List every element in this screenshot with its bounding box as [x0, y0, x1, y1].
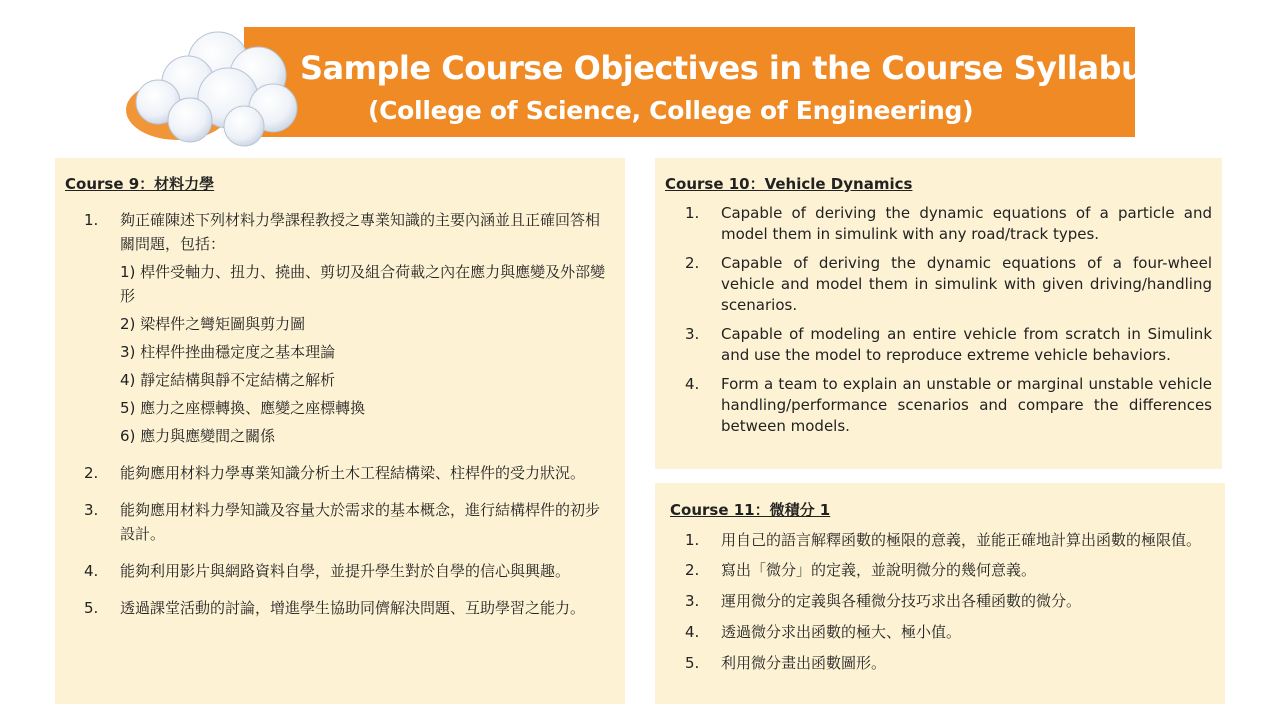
objective-item [84, 559, 608, 583]
item-text: 透過微分求出函數的極大、極小值。 [721, 623, 962, 641]
item-number: 1. [84, 211, 99, 229]
objective-item [685, 374, 1212, 437]
sub-item: 3) 柱桿件挫曲穩定度之基本理論 [120, 343, 336, 361]
course-9-panel [55, 158, 625, 704]
item-text: 利用微分畫出函數圖形。 [721, 654, 887, 672]
item-number: 1. [685, 531, 700, 549]
objective-item [84, 208, 608, 448]
course-10-panel [655, 158, 1222, 469]
item-text: 透過課堂活動的討論，增進學生協助同儕解決問題、互助學習之能力。 [120, 599, 586, 617]
sub-item: 5) 應力之座標轉換、應變之座標轉換 [120, 399, 366, 417]
course-11-heading: Course 11：微積分 1 [670, 501, 831, 519]
item-number: 4. [685, 375, 700, 393]
objective-item [685, 620, 1210, 644]
objective-item [84, 461, 608, 485]
item-text: Form a team to explain an unstable or marginal unstable vehicle handling/performance scenarios and compare the differences between models. [721, 375, 1212, 435]
cloud-icon [118, 20, 318, 150]
item-number: 4. [84, 562, 99, 580]
sub-item: 6) 應力與應變間之關係 [120, 427, 276, 445]
item-text: 寫出「微分」的定義，並說明微分的幾何意義。 [721, 561, 1037, 579]
course-10-objectives [685, 203, 1212, 437]
sub-item: 2) 梁桿件之彎矩圖與剪力圖 [120, 315, 306, 333]
course-9-heading: Course 9：材料力學 [65, 175, 215, 193]
sub-item: 1) 桿件受軸力、扭力、撓曲、剪切及組合荷載之內在應力與應變及外部變形 [120, 263, 606, 305]
item-text: 能夠應用材料力學專業知識分析土木工程結構梁、柱桿件的受力狀況。 [120, 464, 586, 482]
item-text: 夠正確陳述下列材料力學課程教授之專業知識的主要內涵並且正確回答相關問題，包括： [120, 211, 601, 253]
objective-item [685, 253, 1212, 316]
item-number: 5. [84, 599, 99, 617]
objective-item [685, 589, 1210, 613]
item-number: 3. [685, 325, 700, 343]
objective-item [685, 324, 1212, 366]
course-11-objectives [685, 528, 1210, 675]
item-number: 2. [685, 561, 700, 579]
item-text: Capable of modeling an entire vehicle from scratch in Simulink and use the model to reproduce extreme vehicle behaviors. [721, 325, 1212, 364]
item-text: 能夠利用影片與網路資料自學，並提升學生對於自學的信心與興趣。 [120, 562, 571, 580]
course-10-heading: Course 10：Vehicle Dynamics [665, 175, 913, 193]
item-number: 1. [685, 204, 700, 222]
objective-item [84, 498, 608, 546]
objective-item [84, 596, 608, 620]
item-number: 3. [84, 501, 99, 519]
objective-item [685, 203, 1212, 245]
sub-item: 4) 靜定結構與靜不定結構之解析 [120, 371, 336, 389]
course-9-objectives [84, 208, 608, 620]
item-number: 5. [685, 654, 700, 672]
item-text: 能夠應用材料力學知識及容量大於需求的基本概念，進行結構桿件的初步設計。 [120, 501, 601, 543]
item-number: 2. [84, 464, 99, 482]
item-text: Capable of deriving the dynamic equations of a particle and model them in simulink with any road/track types. [721, 204, 1212, 243]
item-text: 用自己的語言解釋函數的極限的意義，並能正確地計算出函數的極限值。 [721, 531, 1202, 549]
objective-item [685, 528, 1210, 552]
item-number: 4. [685, 623, 700, 641]
item-text: 運用微分的定義與各種微分技巧求出各種函數的微分。 [721, 592, 1082, 610]
objective-item [685, 558, 1210, 582]
item-number: 3. [685, 592, 700, 610]
item-text: Capable of deriving the dynamic equations of a four-wheel vehicle and model them in simulink with given driving/handling scenarios. [721, 254, 1212, 314]
page-subtitle: (College of Science, College of Engineering) [368, 96, 974, 125]
objective-item [685, 651, 1210, 675]
item-number: 2. [685, 254, 700, 272]
course-11-panel [655, 483, 1225, 704]
page-title: Sample Course Objectives in the Course Syllabus [300, 49, 1162, 87]
